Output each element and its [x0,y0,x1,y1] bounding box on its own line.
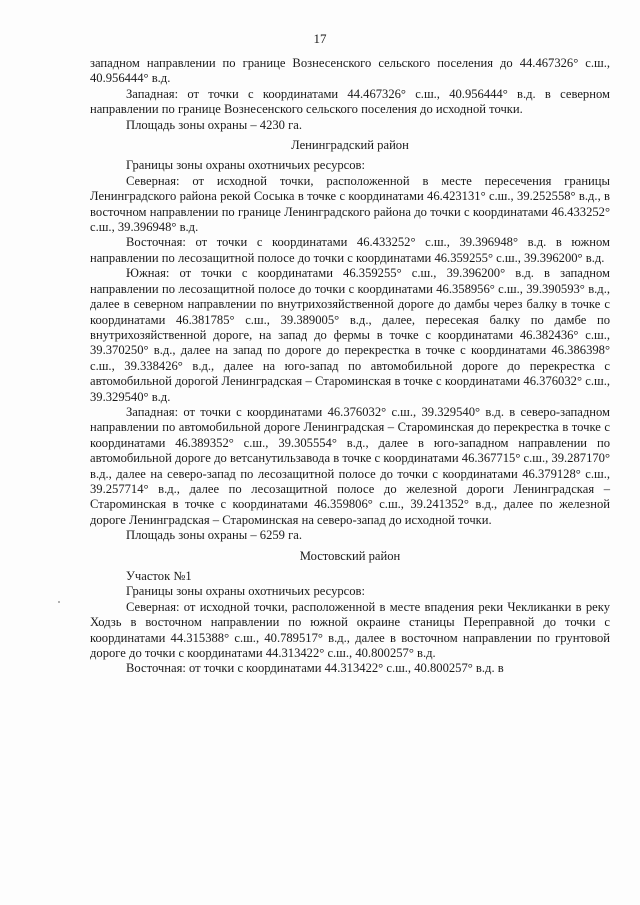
paragraph-boundaries-intro: Границы зоны охраны охотничьих ресурсов: [126,158,365,173]
paragraph-south-boundary: Южная: от точки с координатами 46.359255° с.ш., 39.396200° в.д. в западном направлении по лесозащитной полосе до точки с координатами 46.358956° с.ш., 39.390593° в.д., далее в северном направлении по внутрихозяйственной дороге до дамбы через балку в точке с координатами 46.381785° с.ш., 39.389005° в.д., далее, пересекая балку по дамбе по внутрихозяйственной дороге, на запад до фермы в точке с координатами 46.382436° с.ш., 39.370250° в.д., далее на запад по дороге до перекрестка в точке с координатами 46.386398° с.ш., 39.338426° в.д., далее на юго-запад по автомобильной дороге до перекрестка с автомобильной дорогой Ленинградская – Староминская в точке с координатами 46.376032° с.ш., 39.329540° в.д. [90,266,610,404]
paragraph-north-boundary: Северная: от исходной точки, расположенной в месте впадения реки Чекликанки в реку Ходзь в восточном направлении по южной окраине станицы Переправной до точки с координатами 44.315388° с.ш., 40.789517° в.д., далее в восточном направлении по грунтовой дороге до точки с координатами 44.313422° с.ш., 40.800257° в.д. [90,599,610,661]
paragraph-protection-area: Площадь зоны охраны – 4230 га. [126,117,303,132]
paragraph-protection-area: Площадь зоны охраны – 6259 га. [126,528,303,543]
paragraph-boundaries-intro: Границы зоны охраны охотничьих ресурсов: [126,584,365,599]
scan-speck [58,601,60,603]
section-heading-mostovsky: Мостовский район [299,548,401,563]
paragraph-east-boundary: Восточная: от точки с координатами 44.313422° с.ш., 40.800257° в.д. в [126,661,504,676]
paragraph-west-boundary: Западная: от точки с координатами 46.376032° с.ш., 39.329540° в.д. в северо-западном направлении по автомобильной дороге Ленинградская – Староминская до перекрестка в точке с координатами 46.389352° с.ш., 39.305554° в.д., далее в юго-западном направлении по автомобильной дороге до ветсанутильзавода в точке с координатами 46.367715° с.ш., 39.287170° в.д., далее на северо-запад по лесозащитной полосе до точки с координатами 46.379128° с.ш., 39.257714° в.д., далее по лесозащитной полосе до железной дороги Ленинградская – Староминская в точке с координатами 46.359806° с.ш., 39.241352° в.д., далее по железной дороге Ленинградская – Староминская на северо-запад до исходной точки. [90,404,610,527]
document-body [90,56,610,677]
paragraph-north-boundary: Северная: от исходной точки, расположенной в месте пересечения границы Ленинградского района рекой Сосыка в точке с координатами 46.423131° с.ш., 39.252558° в.д., в восточном направлении по границе Ленинградского района до точки с координатами 46.433252° с.ш., 39.396948° в.д. [90,173,610,235]
paragraph-continuation: западном направлении по границе Вознесенского сельского поселения до 44.467326° с.ш., 40.956444° в.д. [90,56,610,86]
page-number: 17 [313,31,327,46]
paragraph-west-boundary: Западная: от точки с координатами 44.467326° с.ш., 40.956444° в.д. в северном направлении по границе Вознесенского сельского поселения до исходной точки. [90,86,610,117]
paragraph-plot-number: Участок №1 [126,569,192,583]
section-heading-leningradsky: Ленинградский район [291,138,409,153]
paragraph-east-boundary: Восточная: от точки с координатами 46.433252° с.ш., 39.396948° в.д. в южном направлении по лесозащитной полосе до точки с координатами 46.359255° с.ш., 39.396200° в.д. [90,235,610,265]
